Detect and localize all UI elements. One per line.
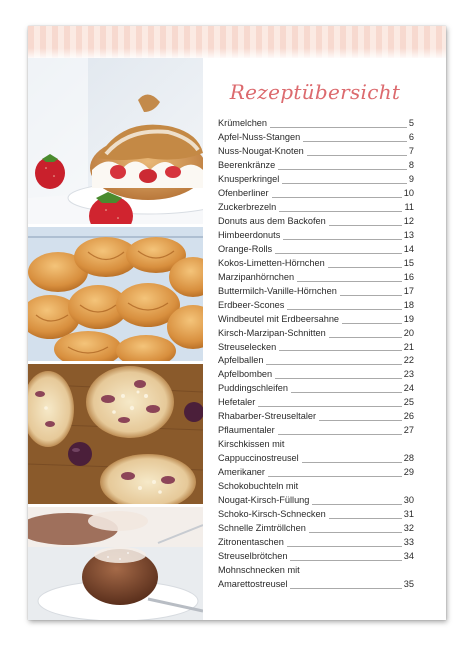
dot-leader: [272, 197, 402, 198]
toc-entry: [218, 117, 414, 131]
dot-leader: [307, 155, 407, 156]
recipe-name: Krümelchen: [218, 118, 268, 128]
dot-leader: [282, 183, 407, 184]
dot-leader: [279, 211, 402, 212]
toc-entry: [218, 396, 414, 410]
page-number: 17: [403, 285, 414, 296]
dot-leader: [275, 253, 402, 254]
dot-leader: [287, 546, 402, 547]
dot-leader: [303, 141, 407, 142]
page-number: 29: [403, 467, 414, 478]
recipe-name: Mohnschnecken mit: [218, 565, 300, 575]
page-number: 6: [408, 131, 414, 142]
page-number: 24: [403, 383, 414, 394]
dot-leader: [329, 225, 402, 226]
cream-puff-strawberry-photo: [28, 58, 203, 224]
recipe-name: Nougat-Kirsch-Füllung: [218, 495, 310, 506]
toc-entry: [218, 368, 414, 382]
dot-leader: [278, 434, 402, 435]
toc-entry: [218, 313, 414, 327]
dot-leader: [279, 350, 402, 351]
recipe-name: Puddingschleifen: [218, 383, 288, 394]
page-number: 14: [403, 243, 414, 254]
toc-entry: [218, 382, 414, 396]
toc-entry: [218, 564, 414, 578]
page-number: 13: [403, 229, 414, 240]
recipe-name: Kokos-Limetten-Hörnchen: [218, 257, 325, 268]
page-number: 20: [403, 327, 414, 338]
dot-leader: [342, 323, 402, 324]
toc-entry: [218, 466, 414, 480]
toc-entry: [218, 173, 414, 187]
recipe-name: Amerikaner: [218, 467, 265, 478]
photo-column: [28, 58, 203, 620]
recipe-name: Knusperkringel: [218, 173, 280, 184]
page-number: 10: [403, 187, 414, 198]
toc-entry: [218, 145, 414, 159]
page-number: 9: [408, 173, 414, 184]
recipe-name: Schnelle Zimtröllchen: [218, 523, 306, 534]
chocolate-muffin-photo: [28, 507, 203, 620]
recipe-name: Hefetaler: [218, 397, 256, 408]
toc-entry: [218, 522, 414, 536]
page-number: 28: [403, 453, 414, 464]
toc-entry: [218, 410, 414, 424]
dot-leader: [270, 127, 407, 128]
toc-entry: [218, 327, 414, 341]
recipe-name: Beerenkränze: [218, 159, 276, 170]
decorative-stripe-header: [28, 26, 446, 58]
page-number: 25: [403, 397, 414, 408]
recipe-name: Windbeutel mit Erdbeersahne: [218, 313, 340, 324]
dot-leader: [290, 560, 401, 561]
page-number: 15: [403, 257, 414, 268]
croissant-rolls-photo: [28, 227, 203, 361]
page-number: 19: [403, 313, 414, 324]
dot-leader: [329, 518, 402, 519]
dot-leader: [319, 420, 402, 421]
recipe-name: Zitronentaschen: [218, 537, 284, 548]
recipe-name: Cappuccinostreusel: [218, 453, 299, 464]
recipe-name: Schoko-Kirsch-Schnecken: [218, 509, 326, 520]
toc-entry: [218, 438, 414, 452]
recipe-name: Amarettostreusel: [218, 578, 288, 589]
toc-entry: [218, 215, 414, 229]
toc-entry: [218, 159, 414, 173]
recipe-name: Ofenberliner: [218, 187, 269, 198]
recipe-table-of-contents: [218, 117, 414, 592]
dot-leader: [302, 462, 402, 463]
page-number: 30: [403, 495, 414, 506]
recipe-name: Streuselecken: [218, 341, 277, 352]
page-number: 26: [403, 411, 414, 422]
recipe-name: Pflaumentaler: [218, 425, 275, 436]
dot-leader: [287, 309, 401, 310]
plum-streusel-tarts-photo: [28, 364, 203, 504]
dot-leader: [278, 169, 407, 170]
toc-entry: [218, 508, 414, 522]
toc-entry: [218, 285, 414, 299]
toc-entry: [218, 187, 414, 201]
page-title: Rezeptübersicht: [229, 80, 401, 104]
dot-leader: [328, 267, 402, 268]
recipe-name: Rhabarber-Streuseltaler: [218, 411, 317, 422]
book-page: [28, 26, 446, 620]
recipe-name: Nuss-Nougat-Knoten: [218, 145, 304, 156]
page-number: 5: [408, 118, 414, 128]
toc-entry: [218, 341, 414, 355]
dot-leader: [291, 392, 402, 393]
toc-entry: [218, 354, 414, 368]
dot-leader: [283, 239, 401, 240]
recipe-name: Apfelballen: [218, 355, 264, 366]
toc-entry: [218, 201, 414, 215]
recipe-name: Apfel-Nuss-Stangen: [218, 131, 301, 142]
page-number: 23: [403, 369, 414, 380]
recipe-name: Orange-Rolls: [218, 243, 273, 254]
recipe-name: Apfelbomben: [218, 369, 273, 380]
dot-leader: [275, 378, 402, 379]
page-number: 18: [403, 299, 414, 310]
recipe-name: Schokobuchteln mit: [218, 481, 299, 492]
recipe-name: Erdbeer-Scones: [218, 299, 285, 310]
page-number: 16: [403, 271, 414, 282]
toc-entry: [218, 550, 414, 564]
recipe-name: Zuckerbrezeln: [218, 201, 277, 212]
toc-entry: [218, 452, 414, 466]
recipe-name: Kirsch-Marzipan-Schnitten: [218, 327, 326, 338]
page-number: 21: [403, 341, 414, 352]
recipe-name: Marzipanhörnchen: [218, 271, 295, 282]
toc-entry: [218, 257, 414, 271]
dot-leader: [312, 504, 401, 505]
page-number: 22: [403, 355, 414, 366]
recipe-name: Kirschkissen mit: [218, 439, 285, 450]
recipe-name: Buttermilch-Vanille-Hörnchen: [218, 285, 337, 296]
recipe-name: Streuselbrötchen: [218, 551, 288, 562]
toc-entry: [218, 480, 414, 494]
page-number: 11: [404, 201, 414, 212]
toc-entry: [218, 299, 414, 313]
dot-leader: [329, 337, 402, 338]
page-number: 12: [403, 215, 414, 226]
toc-entry: [218, 424, 414, 438]
dot-leader: [258, 406, 401, 407]
dot-leader: [290, 588, 401, 589]
dot-leader: [297, 281, 402, 282]
dot-leader: [309, 532, 402, 533]
recipe-name: Donuts aus dem Backofen: [218, 215, 326, 226]
toc-entry: [218, 536, 414, 550]
dot-leader: [268, 476, 402, 477]
toc-entry: [218, 271, 414, 285]
page-number: 7: [408, 145, 414, 156]
toc-entry: [218, 229, 414, 243]
page-number: 27: [403, 425, 414, 436]
page-number: 32: [403, 523, 414, 534]
page-number: 34: [403, 551, 414, 562]
recipe-name: Himbeerdonuts: [218, 229, 281, 240]
page-number: 35: [403, 578, 414, 589]
page-number: 31: [403, 509, 414, 520]
dot-leader: [340, 295, 402, 296]
toc-entry: [218, 494, 414, 508]
page-number: 8: [408, 159, 414, 170]
toc-entry: [218, 578, 414, 592]
dot-leader: [266, 364, 401, 365]
toc-entry: [218, 131, 414, 145]
toc-entry: [218, 243, 414, 257]
page-number: 33: [403, 537, 414, 548]
